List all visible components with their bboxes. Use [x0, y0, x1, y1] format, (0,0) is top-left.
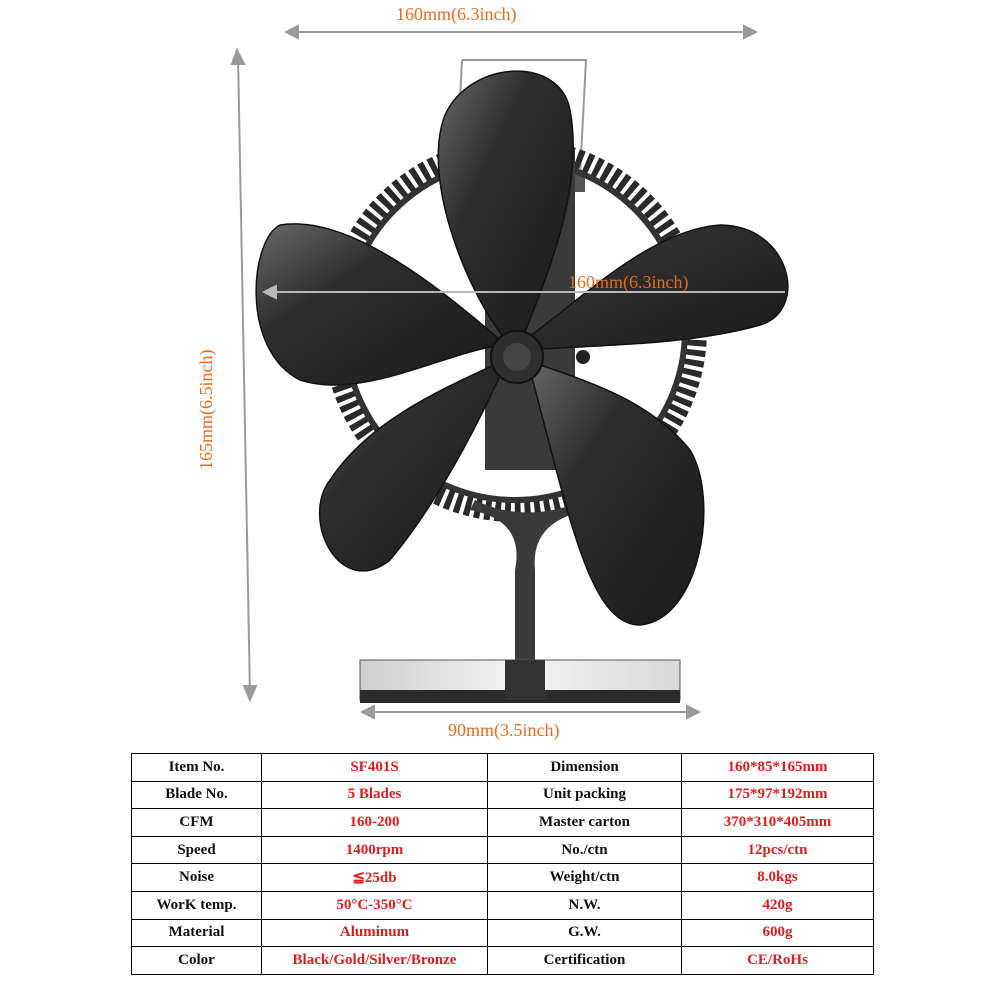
base-width-dimension-label: 90mm(3.5inch) [448, 720, 560, 740]
table-row [132, 947, 874, 975]
spec-label: N.W. [488, 891, 682, 919]
spec-value: 160*85*165mm [682, 754, 874, 782]
spec-table [131, 753, 874, 975]
spec-label: Speed [132, 836, 262, 864]
width-dimension-label: 160mm(6.3inch) [396, 4, 517, 24]
blade-span-dimension-label: 160mm(6.3inch) [568, 272, 689, 292]
spec-label: Blade No. [132, 781, 262, 809]
table-row [132, 919, 874, 947]
spec-value: 12pcs/ctn [682, 836, 874, 864]
table-row [132, 781, 874, 809]
spec-label: Master carton [488, 809, 682, 837]
spec-value: Aluminum [262, 919, 488, 947]
spec-label: Material [132, 919, 262, 947]
spec-label: WorK temp. [132, 891, 262, 919]
spec-value: 175*97*192mm [682, 781, 874, 809]
spec-value: 600g [682, 919, 874, 947]
spec-label: Unit packing [488, 781, 682, 809]
spec-value: 1400rpm [262, 836, 488, 864]
spec-label: CFM [132, 809, 262, 837]
spec-label: Certification [488, 947, 682, 975]
spec-label: No./ctn [488, 836, 682, 864]
spec-value: Black/Gold/Silver/Bronze [262, 947, 488, 975]
table-row [132, 891, 874, 919]
spec-value: SF401S [262, 754, 488, 782]
spec-value: 8.0kgs [682, 864, 874, 892]
spec-value: CE/RoHs [682, 947, 874, 975]
spec-value: 160-200 [262, 809, 488, 837]
spec-label: Item No. [132, 754, 262, 782]
spec-value: 420g [682, 891, 874, 919]
table-row [132, 836, 874, 864]
spec-value: ≦25db [262, 864, 488, 892]
height-dimension-label: 165mm(6.5inch) [196, 349, 216, 470]
spec-label: G.W. [488, 919, 682, 947]
spec-value: 370*310*405mm [682, 809, 874, 837]
spec-label: Weight/ctn [488, 864, 682, 892]
spec-label: Dimension [488, 754, 682, 782]
spec-value: 50°C-350°C [262, 891, 488, 919]
table-row [132, 864, 874, 892]
table-row [132, 809, 874, 837]
table-row [132, 754, 874, 782]
spec-value: 5 Blades [262, 781, 488, 809]
spec-label: Noise [132, 864, 262, 892]
spec-label: Color [132, 947, 262, 975]
